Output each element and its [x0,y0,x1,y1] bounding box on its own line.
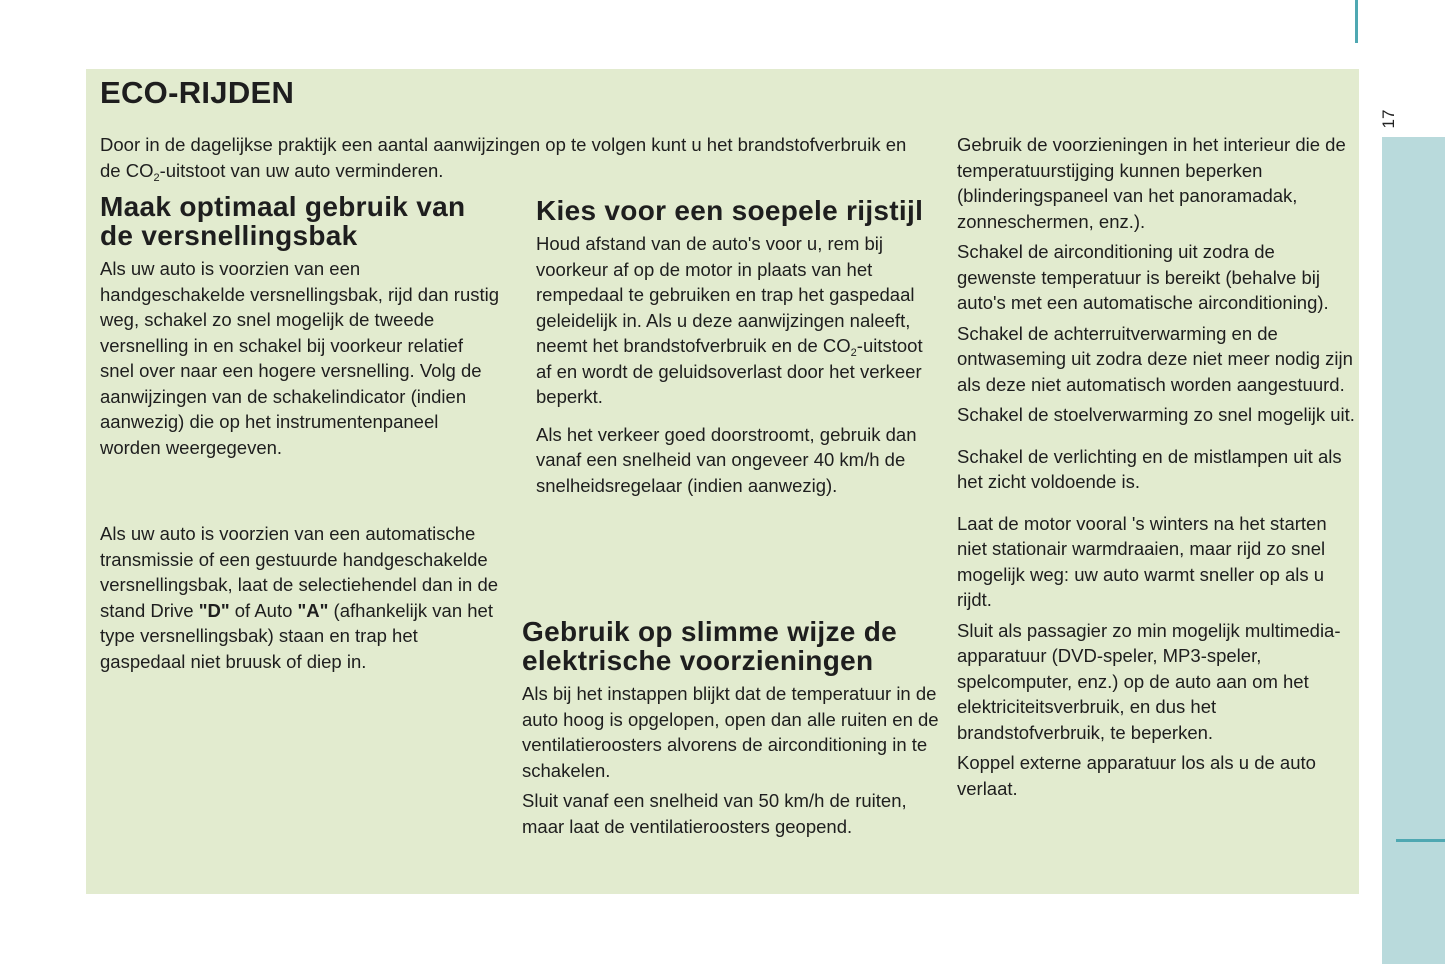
lights-paragraph: Schakel de verlichting en de mistlampen uit als het zicht voldoende is. [957,445,1342,492]
top-accent-line [1355,0,1358,43]
gearbox-heading: Maak optimaal gebruik van de versnellingsbak [100,191,466,251]
driving-style-heading: Kies voor een soepele rijstijl [536,195,924,226]
windows-open-paragraph: Als bij het instappen blijkt dat de temperatuur in de auto hoog is opgelopen, open dan alle ruiten en de ventilatieroosters alvorens de airconditioning in te schakelen. [522,683,939,781]
driving-style-paragraph: Houd afstand van de auto's voor u, rem bij voorkeur af op de motor in plaats van het rempedaal te gebruiken en trap het gaspedaal geleidelijk in. Als u deze aanwijzingen naleeft, neemt het brandstofverbruik en de $CO_2$-uitstoot af en wordt de geluidsoverlast door het verkeer beperkt. [536,233,923,407]
automatic-gearbox-paragraph: Als uw auto is voorzien van een automatische transmissie of een gestuurde handgeschakelde versnellingsbak, laat de selectiehendel dan in de stand Drive "D" of Auto "A" (afhankelijk van het type versnellingsbak) staan en trap het gaspedaal niet bruusk of diep in. [100,523,499,672]
electrical-heading: Gebruik op slimme wijze de elektrische voorzieningen [522,616,898,676]
external-devices-paragraph: Koppel externe apparatuur los als u de auto verlaat. [957,752,1316,799]
electrical-section [522,617,942,844]
manual-gearbox-paragraph: Als uw auto is voorzien van een handgeschakelde versnellingsbak, rijd dan rustig weg, schakel zo snel mogelijk de tweede versnelling in en schakel bij voorkeur relatief snel over naar een hogere versnelling. Volg de aanwijzingen van de schakelindicator (indien aanwezig) die op het instrumentenpaneel worden weergegeven. [100,258,500,458]
windows-close-paragraph: Sluit vanaf een snelheid van 50 km/h de ruiten, maar laat de ventilatieroosters geopend. [522,790,907,837]
seat-heating-paragraph: Schakel de stoelverwarming zo snel mogelijk uit. [957,404,1355,425]
engine-warmup-paragraph: Laat de motor vooral 's winters na het starten niet stationair warmdraaien, maar rijd zo snel mogelijk weg: uw auto warmt sneller op als u rijdt. [957,512,1327,610]
interior-devices-paragraph: Gebruik de voorzieningen in het interieur die de temperatuurstijging kunnen beperken (blinderingspaneel van het panoramadak, zonneschermen, enz.). [957,134,1346,232]
driving-style-section [536,196,936,503]
page-number: 17 [1379,109,1398,129]
cruise-control-paragraph: Als het verkeer goed doorstroomt, gebruik dan vanaf een snelheid van ongeveer 40 km/h de snelheidsregelaar (indien aanwezig). [536,423,917,496]
airconditioning-paragraph: Schakel de airconditioning uit zodra de gewenste temperatuur is bereikt (behalve bij auto's met een automatische airconditioning). [957,241,1329,313]
page-title: ECO-RIJDEN [100,75,295,110]
intro-paragraph: Door in de dagelijkse praktijk een aantal aanwijzingen op te volgen kunt u het brandstofverbruik en de $CO_2$-uitstoot van uw auto verminderen. [100,134,907,184]
rear-defrost-paragraph: Schakel de achterruitverwarming en de ontwaseming uit zodra deze niet meer nodig zijn als deze niet automatisch worden aangestuurd. [957,322,1353,395]
right-column [957,132,1357,806]
side-accent-line [1396,839,1445,842]
gearbox-section [100,192,500,679]
multimedia-paragraph: Sluit als passagier zo min mogelijk multimedia-apparatuur (DVD-speler, MP3-speler, spelcomputer, enz.) op de auto aan om het elektriciteitsverbruik, en dus het brandstofverbruik, te beperken. [957,619,1341,743]
